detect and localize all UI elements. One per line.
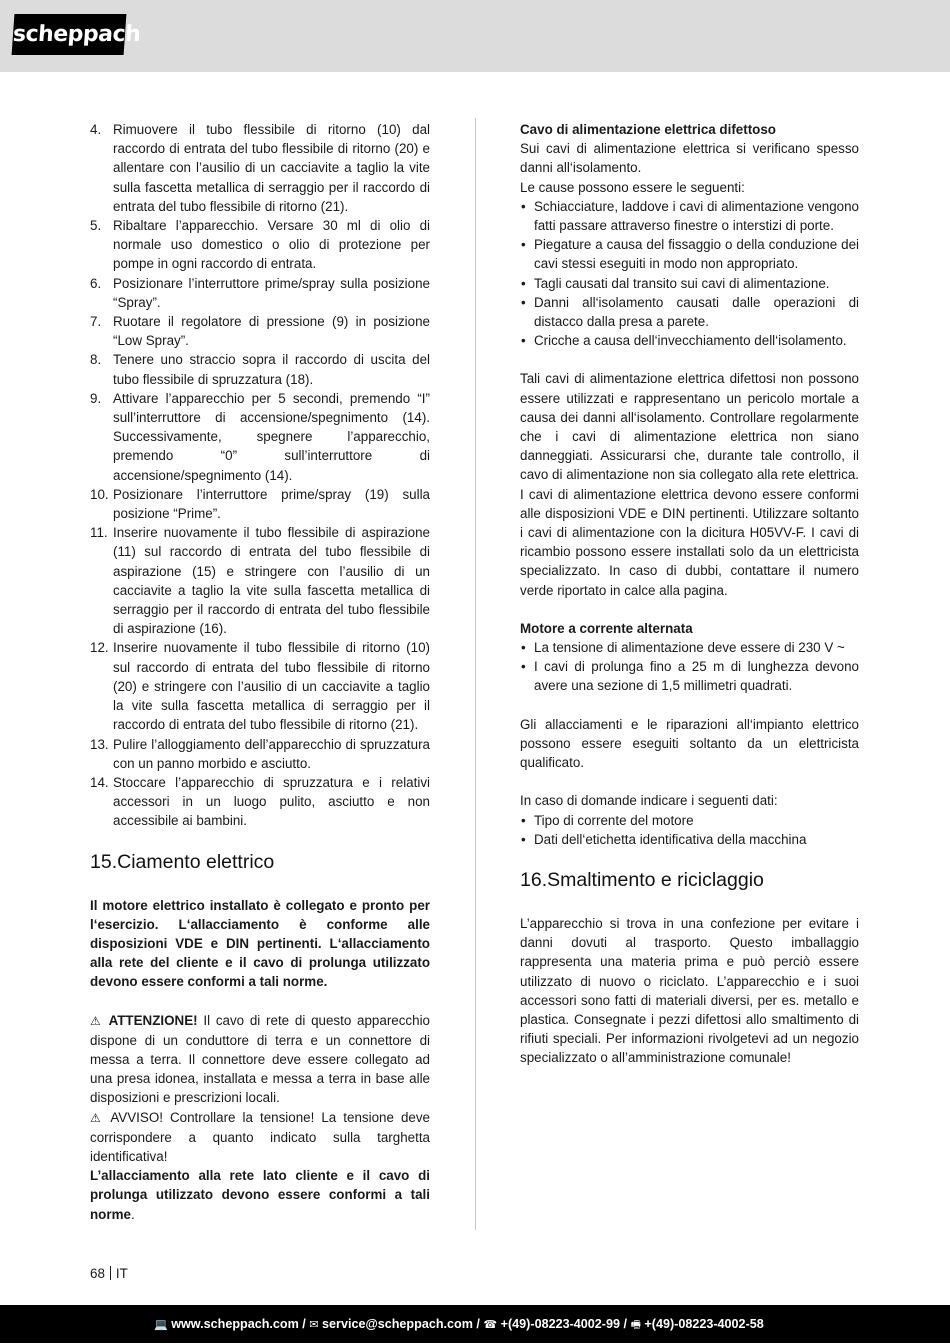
section-16-heading: 16.Smaltimento e riciclaggio	[520, 868, 764, 891]
list-item: 12. Inserire nuovamente il tubo flessibile di ritorno (10) sul raccordo di entrata del tubo flessibile di ritorno (20) e stringere con l’ausilio di un cacciavite a taglio la vite sulla fascetta metallica di serraggio per il raccordo di entrata del tubo flessibile di ritorno (21).	[90, 640, 430, 733]
causes-intro: Le cause possono essere le seguenti:	[520, 179, 745, 195]
step-text: Tenere uno straccio sopra il raccordo di uscita del tubo flessibile di spruzzatura (18).	[113, 352, 430, 387]
list-item: • Dati dell‘etichetta identificativa della macchina	[520, 830, 859, 849]
website-link[interactable]: www.scheppach.com /	[167, 1317, 310, 1331]
closing-paragraph: L’allacciamento alla rete lato cliente e il cavo di prolunga utilizzato devono essere conformi a tali norme.	[90, 1168, 430, 1222]
data-intro: In caso di domande indicare i seguenti dati:	[520, 793, 778, 809]
ac-motor-heading: Motore a corrente alternata	[520, 620, 693, 636]
right-column	[520, 120, 859, 1068]
notice-text: AVVISO! Controllare la tensione! La tensione deve corrispondere a quanto indicato sulla targhetta identificativa!	[90, 1109, 430, 1164]
step-text: Pulire l’alloggiamento dell’apparecchio di spruzzatura con un panno morbido e asciutto.	[113, 736, 430, 771]
step-text: Attivare l’apparecchio per 5 secondi, premendo “I” sull’interruttore di accensione/spegnimento (14). Successivamente, spegnere l’apparecchio, premendo “0” sull’interruttore di accensione/spegnimento (14).	[113, 390, 430, 483]
list-item: 14. Stoccare l’apparecchio di spruzzatura e i relativi accessori in un luogo pulito, asciutto e non accessibile ai bambini.	[90, 774, 430, 829]
causes-list	[520, 197, 859, 351]
attention-text: Il cavo di rete di questo apparecchio dispone di un conduttore di terra e un connettore di messa a terra. Il connettore deve essere collegato ad una presa idonea, installata e messa a terra in base alle disposizioni e prescrizioni locali.	[90, 1012, 430, 1106]
section-16-paragraph: L’apparecchio si trova in una confezione per evitare i danni dovuti al trasporto. Questo imballaggio rappresenta una materia prima e può perciò essere utilizzato di nuovo o riciclato. L’apparecchio e i suoi accessori sono fatti di materiali diversi, per es. metallo e plastica. Consegnate i pezzi difettosi allo smaltimento di rifiuti speciali. Per informazioni rivolgetevi ad un negozio specializzato o all’amministrazione comunale!	[520, 915, 859, 1066]
step-text: Inserire nuovamente il tubo flessibile di aspirazione (11) sul raccordo di entrata del tubo flessibile di aspirazione (15) e stringere con l’ausilio di un cacciavite a taglio la vite sulla fascetta metallica di serraggio per il raccordo di entrata del tubo flessibile di aspirazione (16).	[113, 525, 430, 637]
maintenance-steps	[90, 120, 430, 831]
list-item: 5. Ribaltare l’apparecchio. Versare 30 ml di olio di normale uso domestico o olio di protezione per pompe in ogni raccordo di entrata.	[90, 218, 430, 272]
column-divider	[475, 118, 476, 1230]
header-bar	[0, 0, 950, 72]
attention-label: ATTENZIONE!	[108, 1012, 198, 1028]
list-item: • Schiacciature, laddove i cavi di alimentazione vengono fatti passare attraverso finestre o interstizi di porte.	[520, 197, 859, 235]
list-item: • I cavi di prolunga fino a 25 m di lunghezza devono avere una sezione di 1,5 millimetri quadrati.	[520, 657, 859, 695]
defective-cable-heading: Cavo di alimentazione elettrica difettoso	[520, 122, 776, 137]
qualified-electrician-paragraph: Gli allacciamenti e le riparazioni all‘impianto elettrico possono essere eseguiti soltanto da un elettricista qualificato.	[520, 716, 859, 771]
attention-paragraph	[90, 1011, 430, 1108]
step-text: Inserire nuovamente il tubo flessibile di ritorno (10) sul raccordo di entrata del tubo flessibile di ritorno (20) e stringere con l’ausilio di un cacciavite a taglio la vite sulla fascetta metallica di serraggio per il raccordo di entrata del tubo flessibile di ritorno (21).	[113, 640, 430, 733]
step-text: Ruotare il regolatore di pressione (9) in posizione “Low Spray”.	[113, 314, 430, 349]
list-item: 10. Posizionare l’interruttore prime/spray (19) sulla posizione “Prime”.	[90, 486, 430, 522]
list-item: • Tipo di corrente del motore	[520, 811, 859, 830]
phone-icon: ☎	[483, 1318, 498, 1331]
list-item: • Cricche a causa dell‘invecchiamento dell‘isolamento.	[520, 331, 859, 350]
warning-icon: ⚠	[90, 1013, 103, 1028]
step-text: Ribaltare l’apparecchio. Versare 30 ml di olio di normale uso domestico o olio di protezione per pompe in ogni raccordo di entrata.	[113, 218, 430, 272]
section-15-heading: 15.Ciamento elettrico	[90, 850, 275, 873]
list-item: • La tensione di alimentazione deve essere di 230 V ~	[520, 638, 859, 657]
page-number: 68 IT	[90, 1266, 128, 1281]
list-item: 13. Pulire l’alloggiamento dell’apparecchio di spruzzatura con un panno morbido e asciutto.	[90, 736, 430, 771]
left-column	[90, 120, 430, 1224]
step-text: Rimuovere il tubo flessibile di ritorno (10) dal raccordo di entrata del tubo flessibile di ritorno (20) e allentare con l’ausilio di un cacciavite a taglio la vite sulla fascetta metallica di serraggio per il raccordo di entrata del tubo flessibile di ritorno (21).	[113, 122, 430, 214]
computer-icon: 💻	[154, 1318, 168, 1331]
list-item: 7. Ruotare il regolatore di pressione (9) in posizione “Low Spray”.	[90, 314, 430, 349]
list-item: 4. Rimuovere il tubo flessibile di ritorno (10) dal raccordo di entrata del tubo flessibile di ritorno (20) e allentare con l’ausilio di un cacciavite a taglio la vite sulla fascetta metallica di serraggio per il raccordo di entrata del tubo flessibile di ritorno (21).	[90, 122, 430, 214]
data-list	[520, 811, 859, 849]
scheppach-logo: scheppach	[12, 14, 127, 55]
defective-cable-intro: Sui cavi di alimentazione elettrica si verificano spesso danni all‘isolamento.	[520, 141, 859, 176]
section-16-title: Smaltimento e riciclaggio	[547, 868, 764, 891]
ac-motor-list	[520, 638, 859, 696]
step-text: Posizionare l’interruttore prime/spray (19) sulla posizione “Prime”.	[113, 486, 430, 522]
list-item: • Danni all‘isolamento causati dalle operazioni di distacco dalla presa a parete.	[520, 293, 859, 331]
list-item: 6. Posizionare l’interruttore prime/spray sulla posizione “Spray”.	[90, 275, 430, 310]
list-item: 11. Inserire nuovamente il tubo flessibile di aspirazione (11) sul raccordo di entrata del tubo flessibile di aspirazione (15) e stringere con l’ausilio di un cacciavite a taglio la vite sulla fascetta metallica di serraggio per il raccordo di entrata del tubo flessibile di aspirazione (16).	[90, 525, 430, 637]
list-item: • Tagli causati dal transito sui cavi di alimentazione.	[520, 274, 859, 293]
fax-number: +(49)-08223-4002-58	[640, 1317, 764, 1331]
notice-paragraph	[90, 1108, 430, 1167]
list-item: 8. Tenere uno straccio sopra il raccordo di uscita del tubo flessibile di spruzzatura (18).	[90, 352, 430, 387]
list-item: 9. Attivare l’apparecchio per 5 secondi, premendo “I” sull’interruttore di accensione/spegnimento (14). Successivamente, spegnere l’apparecchio, premendo “0” sull’interruttore di accensione/spegnimento (14).	[90, 390, 430, 483]
step-text: Posizionare l’interruttore prime/spray sulla posizione “Spray”.	[113, 275, 430, 310]
step-text: Stoccare l’apparecchio di spruzzatura e i relativi accessori in un luogo pulito, asciutto e non accessibile ai bambini.	[113, 774, 430, 829]
warning-icon: ⚠	[90, 1110, 105, 1125]
section-15-intro: Il motore elettrico installato è collegato e pronto per l‘esercizio. L‘allacciamento è conforme alle disposizioni VDE e DIN pertinenti. L‘allacciamento alla rete del cliente e il cavo di prolunga utilizzato devono essere conformi a tali norme.	[90, 897, 430, 990]
footer-bar	[0, 1305, 950, 1343]
defective-cable-paragraph: Tali cavi di alimentazione elettrica difettosi non possono essere utilizzati e rappresentano un pericolo mortale a causa dei danni all‘isolamento. Controllare regolarmente che i cavi di alimentazione elettrica non siano danneggiati. Assicurarsi che, durante tale controllo, il cavo di alimentazione non sia collegato alla rete elettrica. I cavi di alimentazione elettrica devono essere conformi alle disposizioni VDE e DIN pertinenti. Utilizzare soltanto i cavi di alimentazione con la dicitura H05VV-F. I cavi di ricambio possono essere installati solo da un elettricista specializzato. In caso di dubbi, contattare il numero verde riportato in calce alla pagina.	[520, 371, 859, 598]
phone-number: +(49)-08223-4002-99 /	[497, 1317, 631, 1331]
mail-icon: ✉	[309, 1318, 319, 1331]
list-item: • Piegature a causa del fissaggio o della conduzione dei cavi stessi eseguiti in modo non appropriato.	[520, 235, 859, 273]
fax-icon: 🖷	[630, 1318, 641, 1331]
section-15-title: Ciamento elettrico	[117, 850, 275, 873]
email-link[interactable]: service@scheppach.com /	[318, 1317, 484, 1331]
